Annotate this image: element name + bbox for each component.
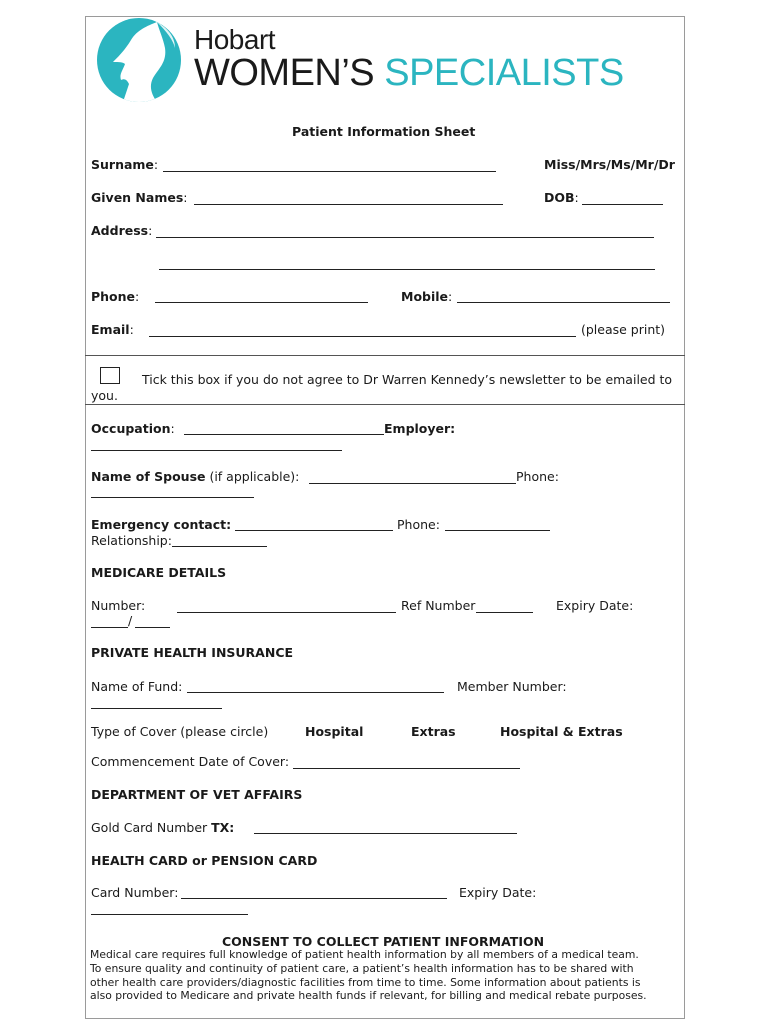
woman-profile-icon bbox=[97, 18, 181, 102]
dva-heading: DEPARTMENT OF VET AFFAIRS bbox=[91, 787, 303, 802]
email-field[interactable] bbox=[149, 336, 576, 337]
consent-line-3: other health care providers/diagnostic facilities from time to time. Some information about patients is bbox=[90, 975, 641, 989]
fund-name-label: Name of Fund: bbox=[91, 679, 183, 694]
address-label-text: Address bbox=[91, 223, 149, 238]
please-print-note: (please print) bbox=[581, 322, 666, 337]
medicare-expiry-year-field[interactable] bbox=[135, 627, 170, 628]
dob-field[interactable] bbox=[582, 204, 663, 205]
surname-label: Surname: bbox=[91, 157, 159, 172]
spouse-name-field[interactable] bbox=[309, 483, 516, 484]
salutation-label: Miss/Mrs/Ms/Mr/Dr bbox=[544, 157, 675, 172]
fund-name-field[interactable] bbox=[187, 692, 444, 693]
consent-line-2: To ensure quality and continuity of patient care, a patient’s health information has to be shared with bbox=[90, 961, 634, 975]
medicare-number-field[interactable] bbox=[177, 612, 396, 613]
given-names-label: Given Names: bbox=[91, 190, 188, 205]
dob-label-text: DOB bbox=[544, 190, 575, 205]
brand-womens-specialists bbox=[194, 52, 624, 95]
health-card-heading: HEALTH CARD or PENSION CARD bbox=[91, 853, 318, 868]
relationship-label: Relationship: bbox=[91, 533, 172, 548]
employer-field[interactable] bbox=[91, 450, 342, 451]
spouse-phone-label: Phone: bbox=[516, 469, 559, 484]
emergency-phone-label: Phone: bbox=[397, 517, 440, 532]
spouse-label-text: Name of Spouse bbox=[91, 469, 206, 484]
spouse-label-note: (if applicable): bbox=[205, 469, 300, 484]
cover-option-extras[interactable]: Extras bbox=[411, 724, 456, 739]
logo-circle bbox=[97, 18, 181, 102]
phone-label: Phone: bbox=[91, 289, 140, 304]
employer-label: Employer: bbox=[384, 421, 456, 436]
card-expiry-field[interactable] bbox=[91, 914, 248, 915]
cover-type-label: Type of Cover (please circle) bbox=[91, 724, 269, 739]
card-number-field[interactable] bbox=[181, 898, 447, 899]
gold-card-field[interactable] bbox=[254, 833, 517, 834]
newsletter-text-cont: you. bbox=[91, 388, 118, 403]
medicare-heading: MEDICARE DETAILS bbox=[91, 565, 227, 580]
card-expiry-label: Expiry Date: bbox=[459, 885, 537, 900]
occupation-label-text: Occupation bbox=[91, 421, 171, 436]
mobile-label: Mobile: bbox=[401, 289, 453, 304]
dob-label: DOB: bbox=[544, 190, 579, 205]
brand-womens: WOMEN’S bbox=[194, 52, 375, 94]
divider-top bbox=[85, 355, 685, 356]
occupation-field[interactable] bbox=[184, 434, 384, 435]
address-field-1[interactable] bbox=[156, 237, 654, 238]
spouse-phone-field[interactable] bbox=[91, 497, 254, 498]
relationship-field[interactable] bbox=[172, 546, 267, 547]
emergency-label: Emergency contact: bbox=[91, 517, 232, 532]
member-number-field[interactable] bbox=[91, 708, 222, 709]
ref-number-field[interactable] bbox=[476, 612, 533, 613]
commencement-field[interactable] bbox=[293, 768, 520, 769]
medicare-expiry-label: Expiry Date: bbox=[556, 598, 634, 613]
expiry-slash: / bbox=[128, 613, 133, 628]
cover-option-hospital[interactable]: Hospital bbox=[305, 724, 364, 739]
consent-line-1: Medical care requires full knowledge of patient health information by all members of a medical team. bbox=[90, 948, 639, 961]
surname-field[interactable] bbox=[163, 171, 496, 172]
brand-hobart: Hobart bbox=[194, 24, 276, 55]
occupation-label: Occupation: bbox=[91, 421, 175, 436]
newsletter-text: Tick this box if you do not agree to Dr Warren Kennedy’s newsletter to be emailed to bbox=[142, 372, 673, 387]
newsletter-checkbox[interactable] bbox=[100, 367, 120, 384]
emergency-name-field[interactable] bbox=[235, 530, 393, 531]
ref-number-label: Ref Number bbox=[401, 598, 476, 613]
consent-line-4: also provided to Medicare and private health funds if relevant, for billing and medical rebate purposes. bbox=[90, 989, 647, 1003]
mobile-label-text: Mobile bbox=[401, 289, 449, 304]
email-label: Email: bbox=[91, 322, 134, 337]
email-label-text: Email bbox=[91, 322, 130, 337]
divider-bottom bbox=[85, 404, 685, 405]
cover-option-hospital-extras[interactable]: Hospital & Extras bbox=[500, 724, 623, 739]
address-label: Address: bbox=[91, 223, 153, 238]
phone-label-text: Phone bbox=[91, 289, 136, 304]
gold-card-label-text: Gold Card Number bbox=[91, 820, 212, 835]
spouse-label bbox=[91, 469, 299, 484]
mobile-field[interactable] bbox=[457, 302, 670, 303]
medicare-expiry-month-field[interactable] bbox=[91, 627, 128, 628]
tx-label: TX: bbox=[211, 820, 235, 835]
member-number-label: Member Number: bbox=[457, 679, 567, 694]
card-number-label: Card Number: bbox=[91, 885, 179, 900]
commencement-label: Commencement Date of Cover: bbox=[91, 754, 290, 769]
page-title: Patient Information Sheet bbox=[292, 124, 476, 139]
address-field-2[interactable] bbox=[159, 269, 655, 270]
given-names-field[interactable] bbox=[194, 204, 503, 205]
phone-field[interactable] bbox=[155, 302, 368, 303]
consent-paragraph bbox=[90, 948, 682, 1003]
surname-label-text: Surname bbox=[91, 157, 154, 172]
medicare-number-label: Number: bbox=[91, 598, 146, 613]
gold-card-label bbox=[91, 820, 234, 835]
private-health-heading: PRIVATE HEALTH INSURANCE bbox=[91, 645, 294, 660]
brand-specialists: SPECIALISTS bbox=[384, 52, 624, 94]
given-names-label-text: Given Names bbox=[91, 190, 184, 205]
consent-heading: CONSENT TO COLLECT PATIENT INFORMATION bbox=[222, 934, 545, 949]
emergency-phone-field[interactable] bbox=[445, 530, 550, 531]
